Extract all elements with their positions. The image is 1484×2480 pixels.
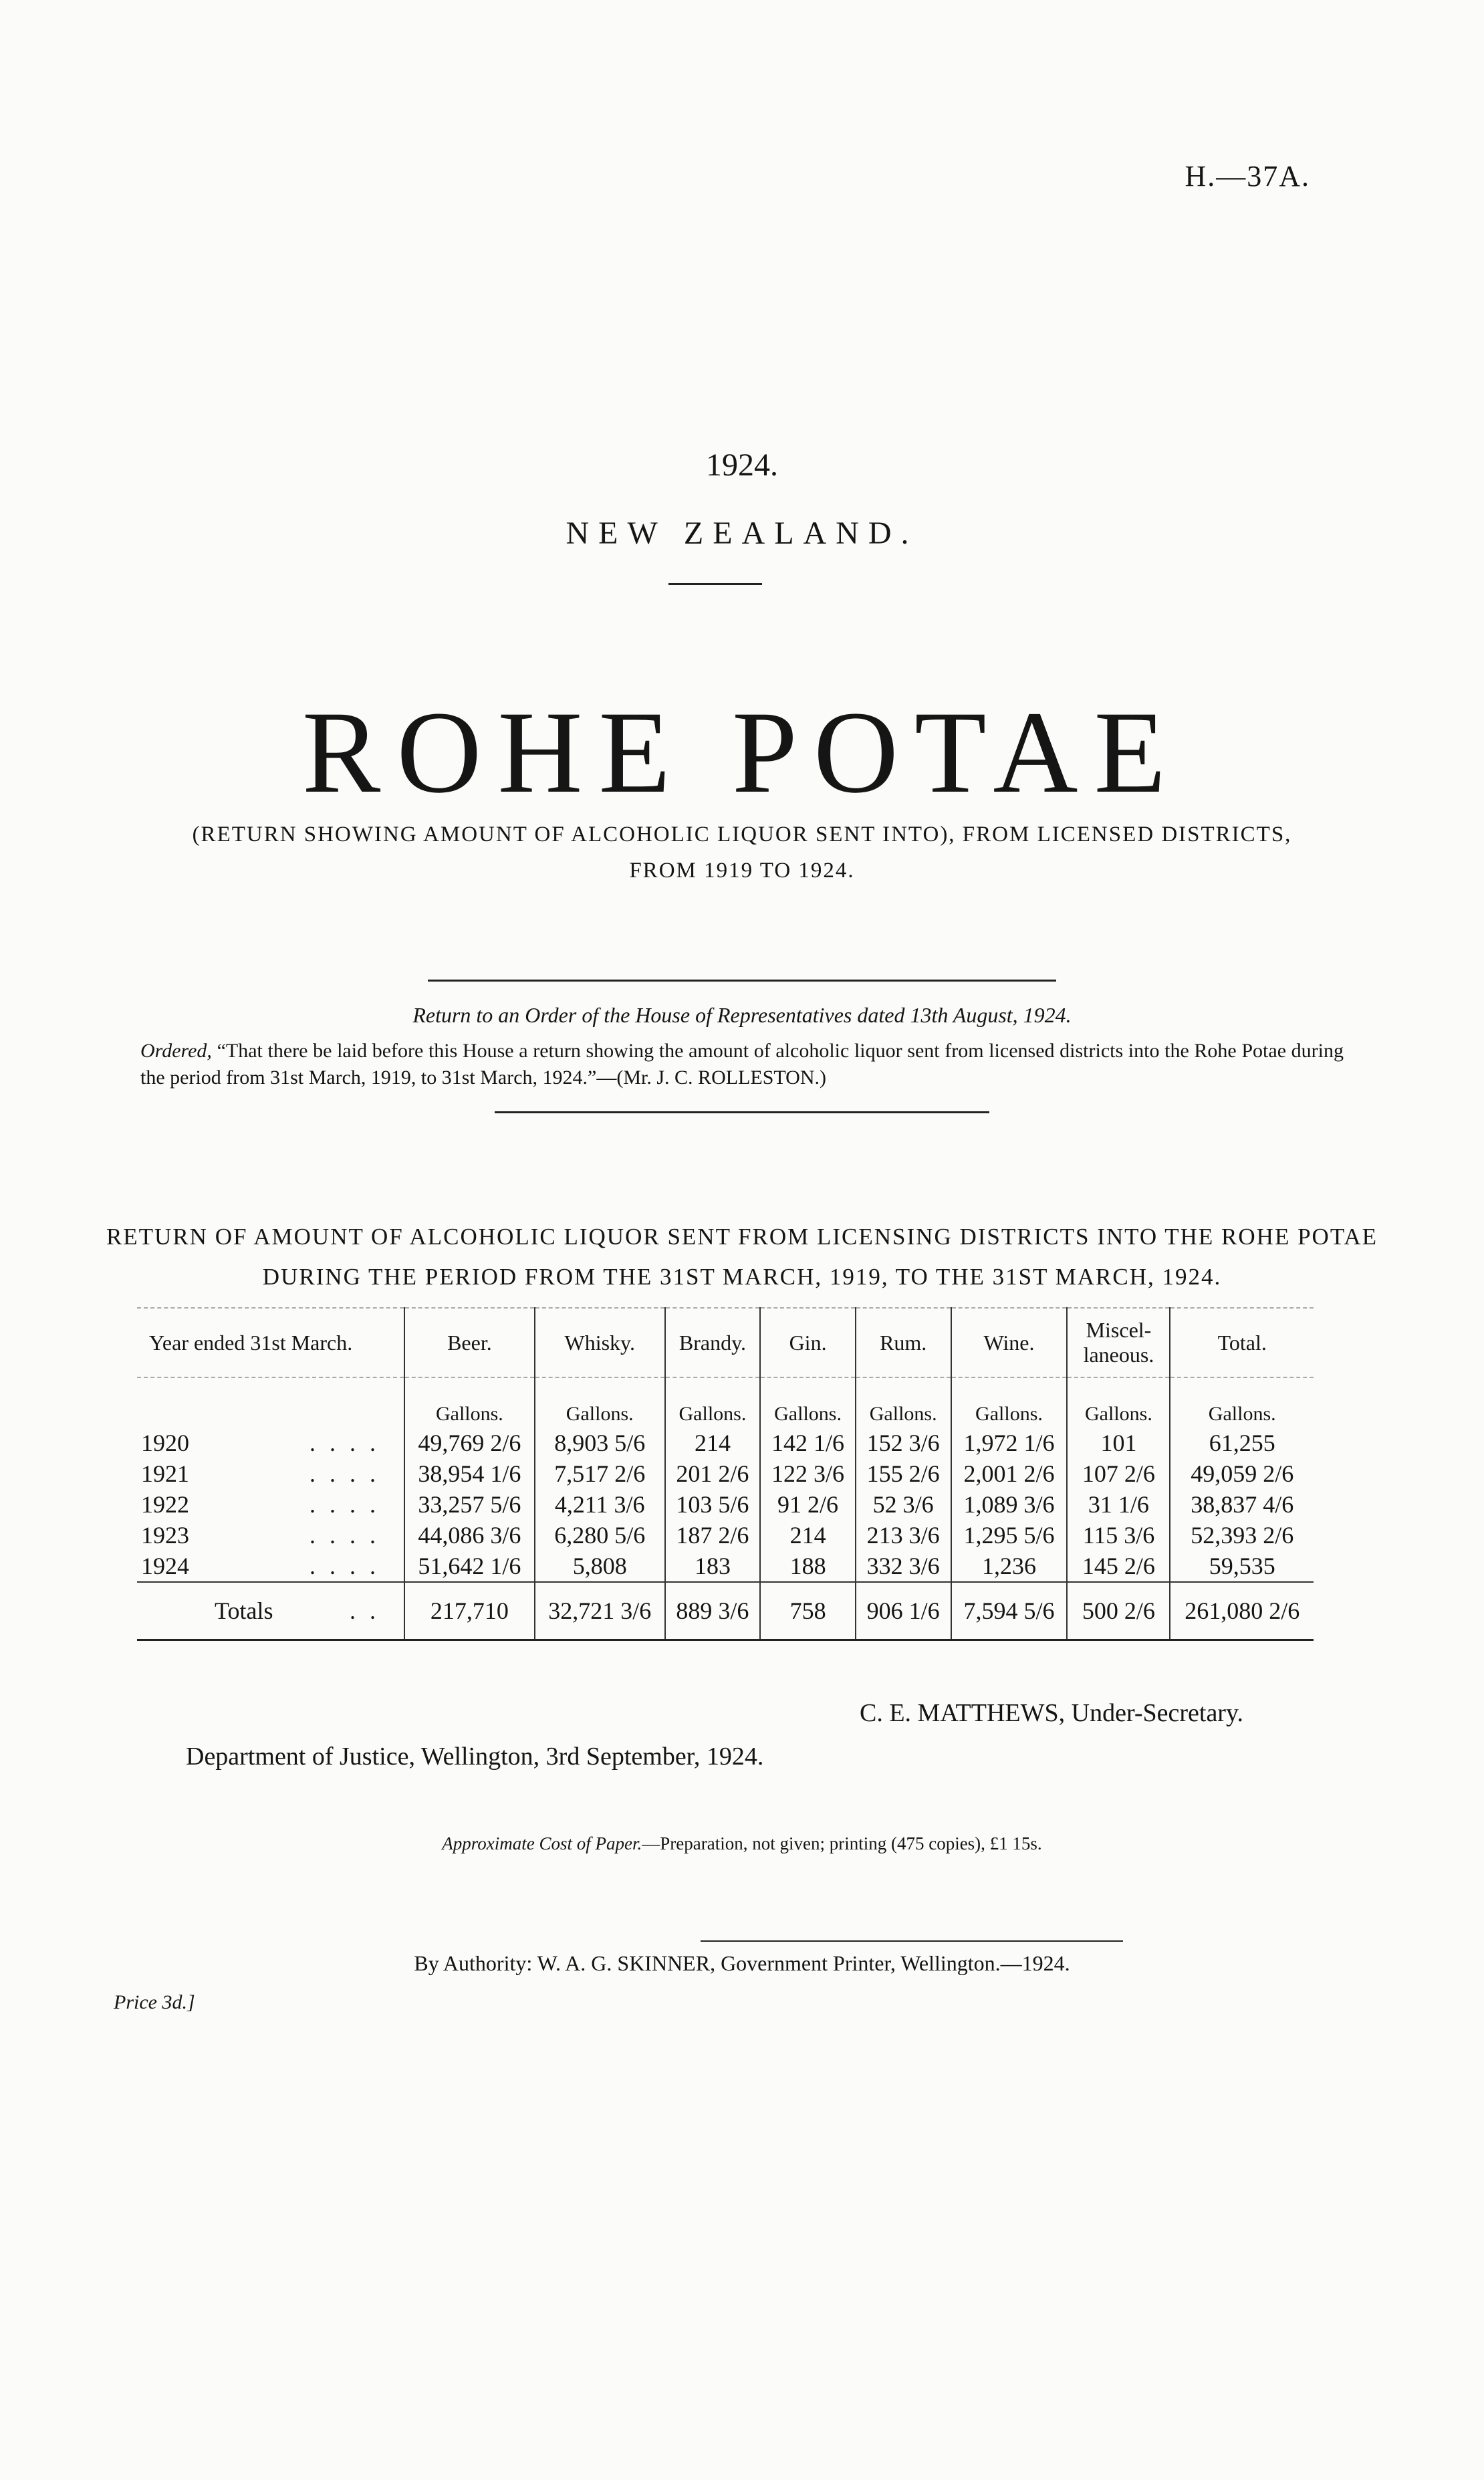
col-header-total: Total. [1170,1308,1314,1377]
order-text [140,1038,1344,1091]
signature-line: C. E. MATTHEWS, Under-Secretary. [859,1699,1243,1727]
document-reference: H.—37A. [1185,160,1310,193]
cell-whisky: 6,280 5/6 [535,1520,665,1551]
cell-beer: 33,257 5/6 [404,1489,535,1520]
unit-cell: Gallons. [1067,1377,1170,1428]
leader-dots: . . [350,1597,380,1624]
cost-label: Approximate Cost of Paper. [442,1833,642,1853]
row-year: 1922 [141,1491,189,1518]
col-header-gin: Gin. [760,1308,856,1377]
order-heading: Return to an Order of the House of Representatives dated 13th August, 1924. [412,1003,1072,1027]
unit-cell: Gallons. [1170,1377,1314,1428]
table-header-row [137,1308,1314,1377]
cell-total: 52,393 2/6 [1170,1520,1314,1551]
cell-whisky: 4,211 3/6 [535,1489,665,1520]
cell-wine: 1,295 5/6 [951,1520,1068,1551]
col-header-beer: Beer. [404,1308,535,1377]
unit-cell: Gallons. [951,1377,1068,1428]
total-wine: 7,594 5/6 [951,1582,1068,1640]
cell-brandy: 201 2/6 [665,1458,761,1489]
table-row [137,1428,1314,1458]
cell-whisky: 7,517 2/6 [535,1458,665,1489]
cell-wine: 1,236 [951,1551,1068,1582]
cell-rum: 52 3/6 [856,1489,951,1520]
cell-total: 61,255 [1170,1428,1314,1458]
country-heading: NEW ZEALAND. [566,516,918,551]
total-grand: 261,080 2/6 [1170,1582,1314,1640]
cell-whisky: 8,903 5/6 [535,1428,665,1458]
ordered-label: Ordered, [140,1040,212,1062]
table-row [137,1458,1314,1489]
cell-brandy: 103 5/6 [665,1489,761,1520]
unit-cell: Gallons. [760,1377,856,1428]
cell-miscellaneous: 115 3/6 [1067,1520,1170,1551]
cell-gin: 142 1/6 [760,1428,856,1458]
totals-label: Totals [215,1597,273,1624]
cell-beer: 51,642 1/6 [404,1551,535,1582]
cell-rum: 213 3/6 [856,1520,951,1551]
unit-cell: Gallons. [665,1377,761,1428]
row-year: 1920 [141,1430,189,1456]
col-header-whisky: Whisky. [535,1308,665,1377]
total-whisky: 32,721 3/6 [535,1582,665,1640]
leader-dots: . . . . [310,1460,380,1487]
divider-rule [495,1111,989,1113]
total-beer: 217,710 [404,1582,535,1640]
table-row [137,1551,1314,1582]
ordered-body: “That there be laid before this House a return showing the amount of alcoholic liquor sent from licensed districts into the Rohe Potae during the period from 31st March, 1919, to 31st March, 1924.”—(Mr. J. C. ROLLESTON.) [140,1040,1344,1089]
total-gin: 758 [760,1582,856,1640]
department-line: Department of Justice, Wellington, 3rd September, 1924. [186,1742,764,1771]
subtitle-line-1: (RETURN SHOWING AMOUNT OF ALCOHOLIC LIQUOR SENT INTO), FROM LICENSED DISTRICTS, [192,822,1292,847]
row-year: 1921 [141,1460,189,1487]
cost-text: —Preparation, not given; printing (475 copies), £1 15s. [642,1833,1042,1853]
cell-gin: 122 3/6 [760,1458,856,1489]
col-header-wine: Wine. [951,1308,1068,1377]
table-title-line-2: DURING THE PERIOD FROM THE 31ST MARCH, 1919, TO THE 31ST MARCH, 1924. [262,1264,1222,1290]
unit-cell: Gallons. [535,1377,665,1428]
leader-dots: . . . . [310,1553,380,1579]
divider-rule [428,980,1056,982]
row-year: 1924 [141,1553,189,1579]
cell-miscellaneous: 145 2/6 [1067,1551,1170,1582]
document-year: 1924. [706,447,778,483]
col-header-miscellaneous: Miscel-laneous. [1067,1308,1170,1377]
cell-brandy: 187 2/6 [665,1520,761,1551]
leader-dots: . . . . [310,1491,380,1518]
cell-gin: 188 [760,1551,856,1582]
cell-miscellaneous: 101 [1067,1428,1170,1458]
cost-note [0,1833,1484,1854]
leader-dots: . . . . [310,1430,380,1456]
subtitle-line-2: FROM 1919 TO 1924. [629,859,855,883]
col-header-year: Year ended 31st March. [137,1308,404,1377]
price-note: Price 3d.] [114,1991,195,2013]
row-year: 1923 [141,1522,189,1549]
cell-rum: 152 3/6 [856,1428,951,1458]
cell-total: 38,837 4/6 [1170,1489,1314,1520]
cell-gin: 214 [760,1520,856,1551]
cell-brandy: 214 [665,1428,761,1458]
page-title: ROHE POTAE [301,687,1183,818]
unit-cell: Gallons. [856,1377,951,1428]
cell-beer: 44,086 3/6 [404,1520,535,1551]
unit-cell: Gallons. [404,1377,535,1428]
total-miscellaneous: 500 2/6 [1067,1582,1170,1640]
returns-table [137,1307,1314,1641]
col-header-brandy: Brandy. [665,1308,761,1377]
cell-whisky: 5,808 [535,1551,665,1582]
table-row [137,1489,1314,1520]
units-row [137,1377,1314,1428]
table-title-line-1: RETURN OF AMOUNT OF ALCOHOLIC LIQUOR SENT FROM LICENSING DISTRICTS INTO THE ROHE POTAE [106,1224,1378,1250]
cell-rum: 155 2/6 [856,1458,951,1489]
cell-beer: 38,954 1/6 [404,1458,535,1489]
cell-rum: 332 3/6 [856,1551,951,1582]
col-header-rum: Rum. [856,1308,951,1377]
cell-miscellaneous: 31 1/6 [1067,1489,1170,1520]
cell-total: 49,059 2/6 [1170,1458,1314,1489]
leader-dots: . . . . [310,1522,380,1549]
table-row [137,1520,1314,1551]
cell-miscellaneous: 107 2/6 [1067,1458,1170,1489]
totals-row [137,1582,1314,1640]
total-rum: 906 1/6 [856,1582,951,1640]
authority-line: By Authority: W. A. G. SKINNER, Government Printer, Wellington.—1924. [414,1951,1070,1975]
cell-brandy: 183 [665,1551,761,1582]
cell-beer: 49,769 2/6 [404,1428,535,1458]
cell-wine: 2,001 2/6 [951,1458,1068,1489]
cell-wine: 1,972 1/6 [951,1428,1068,1458]
divider-rule [668,583,762,585]
total-brandy: 889 3/6 [665,1582,761,1640]
cell-total: 59,535 [1170,1551,1314,1582]
divider-rule [701,1940,1123,1942]
cell-wine: 1,089 3/6 [951,1489,1068,1520]
cell-gin: 91 2/6 [760,1489,856,1520]
